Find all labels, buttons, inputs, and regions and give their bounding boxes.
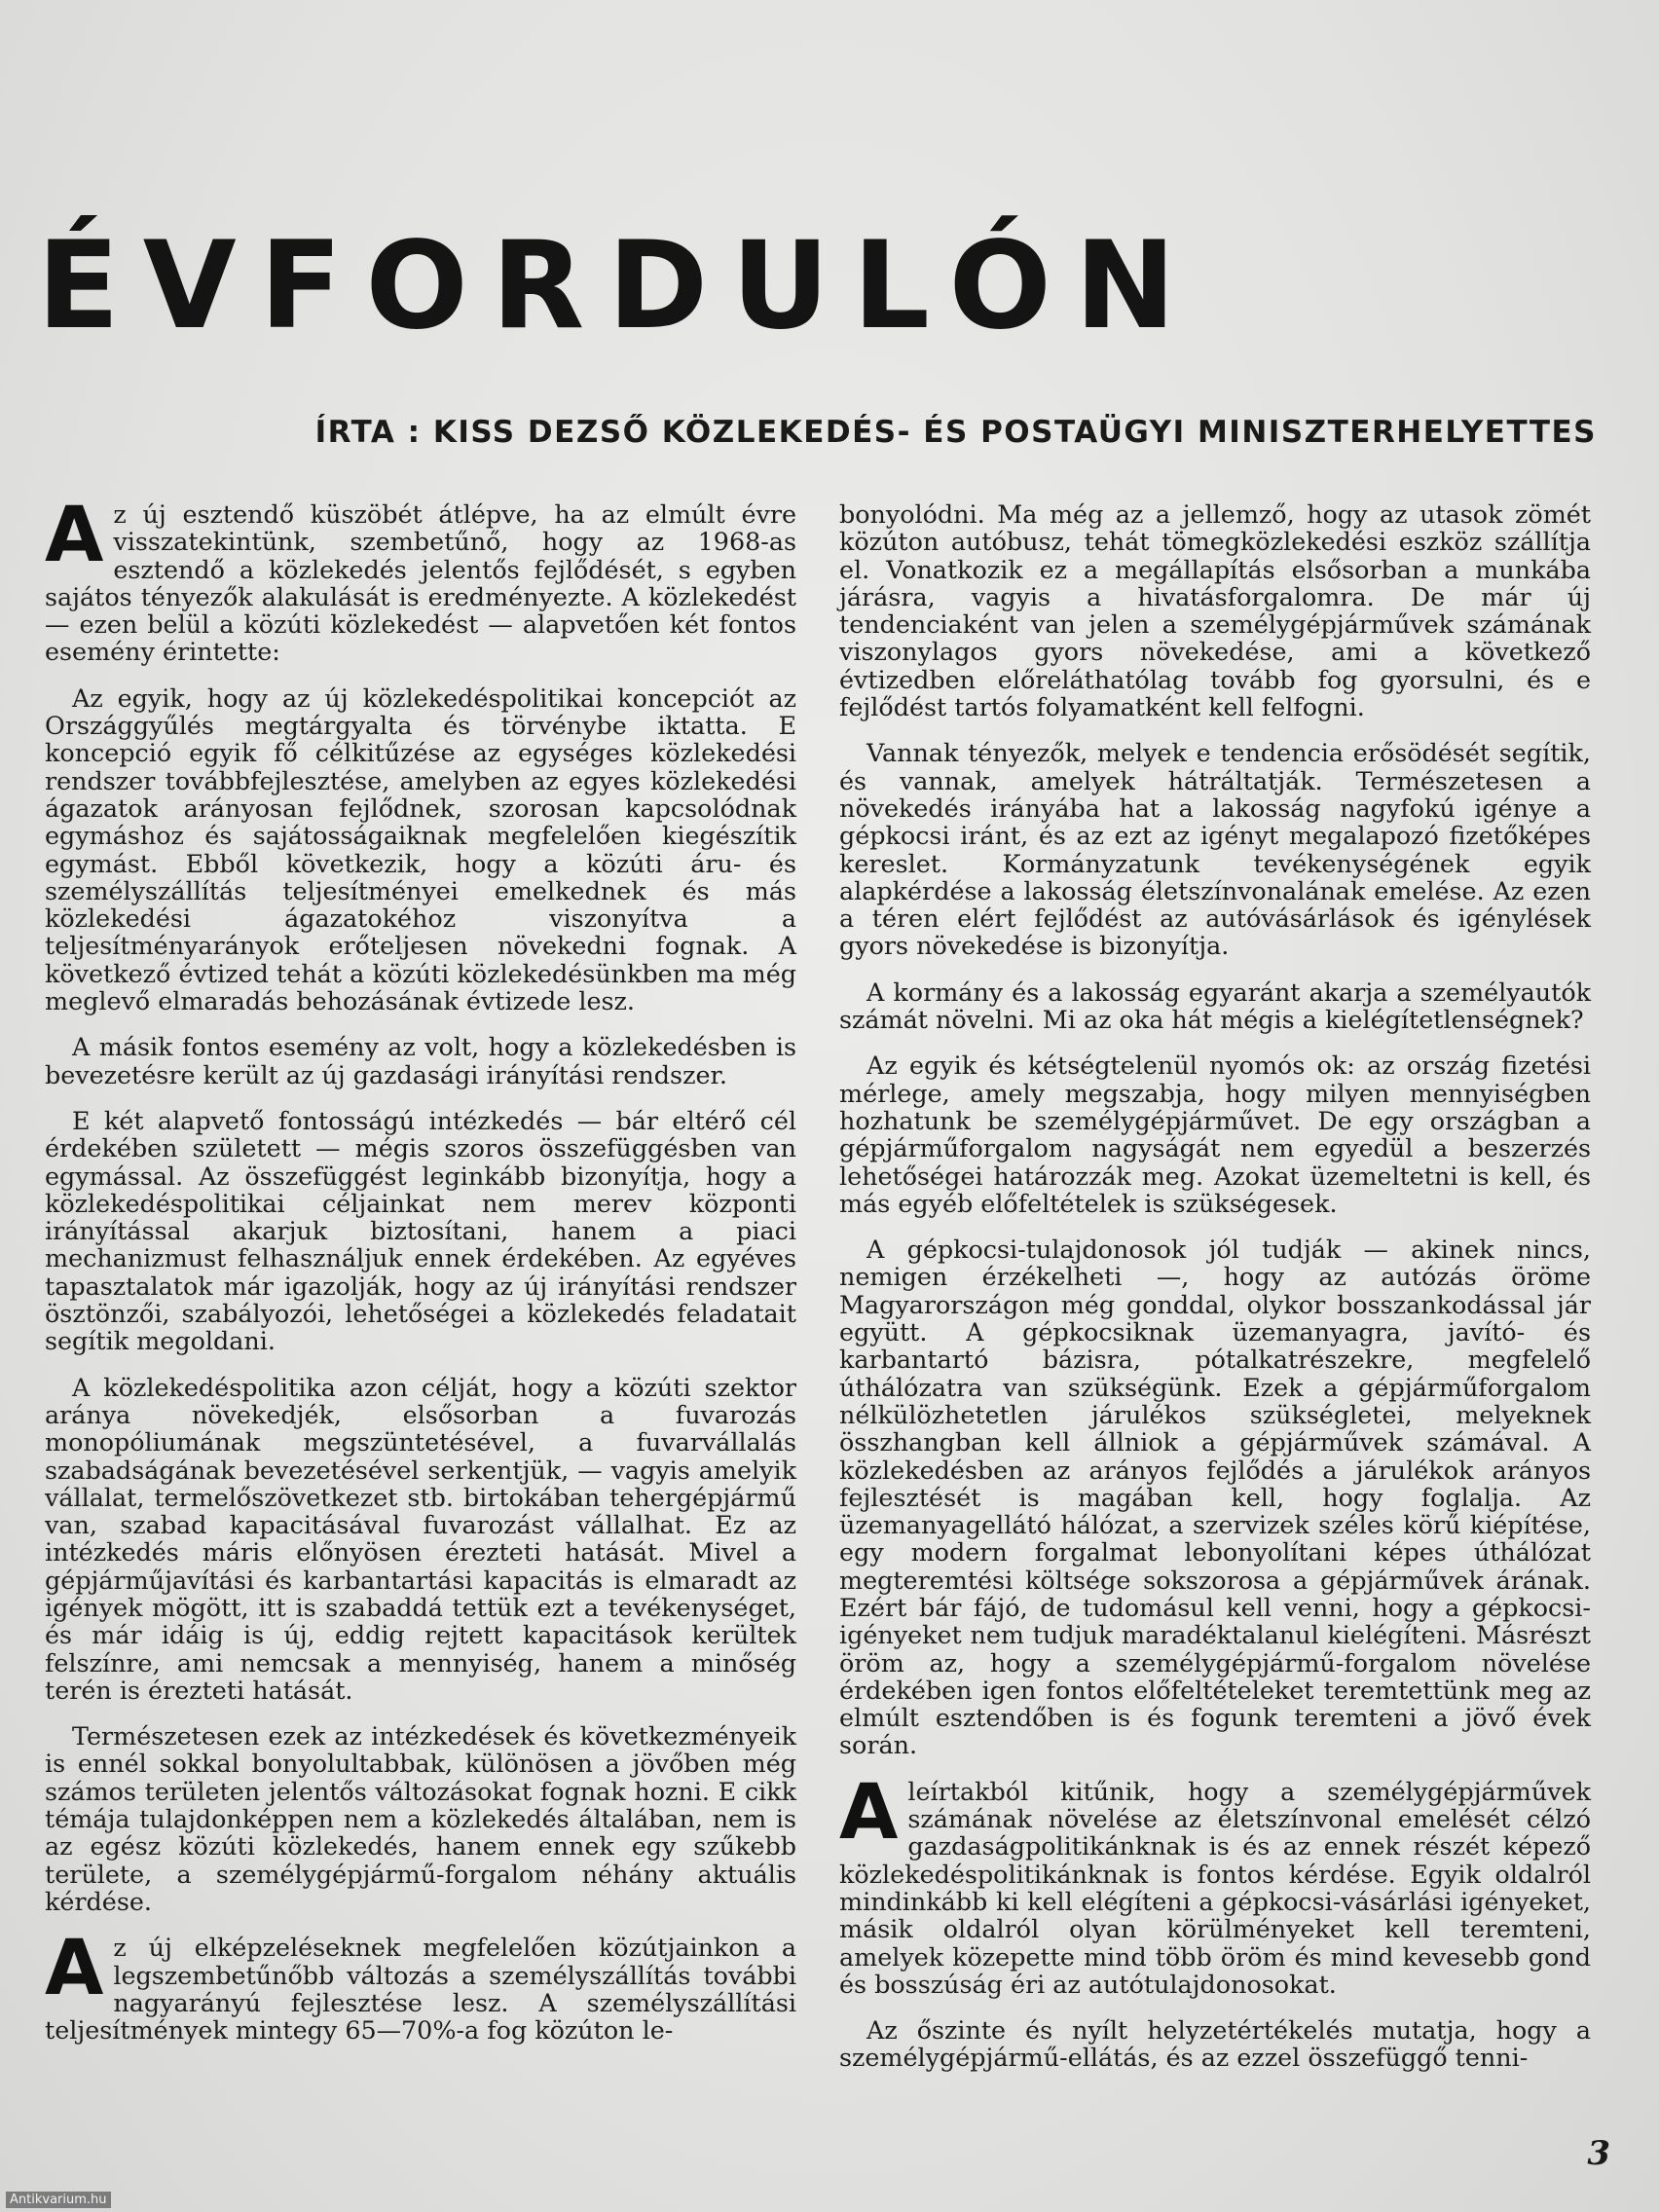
paragraph: bonyolódni. Ma még az a jellemző, hogy az utasok zömét közúton autóbusz, tehát tömegközlekedési eszköz szállítja el. Vonatkozik ez a megállapítás elsősorban a munkába járásra, vagyis a hivatásforgalomra. De már új tendenciaként van jelen a személygépjárművek számának viszonylagos gyors növekedése, ami a következő évtizedben előreláthatólag tovább fog gyorsulni, és e fejlődést tartós folyamatként kell felfogni. (839, 499, 1591, 722)
paragraph: Az egyik, hogy az új közlekedéspolitikai koncepciót az Országgyűlés megtárgyalta és törvénybe iktatta. E koncepció egyik fő célkitűzése az egységes közlekedési rendszer továbbfejlesztése, amelyben az egyes közlekedési ágazatok arányosan fejlődnek, szorosan kapcsolódnak egymáshoz és sajátosságaiknak megfelelően kiegészítik egymást. Ebből következik, hogy a közúti áru- és személyszállítás teljesítményei emelkednek és más közlekedési ágazatokéhoz viszonyítva a teljesítményarányok erőteljesen növekedni fognak. A következő évtized tehát a közúti közlekedésünkben ma még meglevő elmaradás behozásának évtizede lesz. (45, 682, 796, 1016)
paragraph-text: leírtakból kitűnik, hogy a személygépjárművek számának növelése az életszínvonal emelését célzó gazdaságpolitikánknak is és az ennek részét képező közlekedéspolitikánknak is fontos kérdése. Egyik oldalról mindinkább ki kell elégíteni a gépkocsi-vásárlási igényeket, másik oldalról olyan körülményeket kell teremteni, amelyek közepette mind több öröm és mind kevesebb gond és bosszúság éri az autótulajdonosokat. (839, 1776, 1591, 1999)
left-column (45, 492, 796, 2062)
paragraph (839, 1768, 1591, 1999)
paragraph: Az egyik és kétségtelenül nyomós ok: az ország fizetési mérlege, amely megszabja, hogy milyen mennyiségben hozhatunk be személygépjárművet. De egy országban a gépjárműforgalom nagyságát nem egyedül a beszerzés lehetőségei határozzák meg. Azokat üzemeltetni is kell, és más egyéb előfeltételek is szükségesek. (839, 1051, 1591, 1218)
right-column (839, 500, 1591, 2090)
drop-cap: A (45, 492, 104, 579)
paragraph: A közlekedéspolitika azon célját, hogy a közúti szektor aránya növekedjék, elsősorban a fuvarozás monopóliumának megszüntetésével, a fuvarvállalás szabadságának bevezetésével serkentjük, — vagyis amelyik vállalat, termelőszövetkezet stb. birtokában tehergépjármű van, szabad kapacitásával fuvarozást vállalhat. Ez az intézkedés máris előnyösen érezteti hatását. Mivel a gépjárműjavítási és karbantartási kapacitás is elmaradt az igények mögött, itt is szabaddá tettük ezt a tevékenységet, és már idáig is új, eddig rejtett kapacitások kerültek felszínre, ami nemcsak a mennyiség, hanem a minőség terén is érezteti hatását. (45, 1372, 796, 1705)
article-title: ÉVFORDULÓN (37, 216, 1199, 356)
paragraph: E két alapvető fontosságú intézkedés — bár eltérő cél érdekében született — mégis szoros összefüggésben van egymással. Az összefüggést leginkább bizonyítja, hogy a közlekedéspolitikai céljainkat nem merev központi irányítással akarjuk biztosítani, hanem a piaci mechanizmust felhasználjuk ennek érdekében. Az egyéves tapasztalatok már igazolják, hogy az új irányítási rendszer ösztönzői, szabályozói, lehetőségei a közlekedés feladatait segítik megoldani. (45, 1105, 796, 1356)
paragraph: Természetesen ezek az intézkedések és következményeik is ennél sokkal bonyolultabbak, különösen a jövőben még számos területen jelentős változásokat fognak hozni. E cikk témája tulajdonképpen nem a közlekedés általában, nem is az egész közúti közlekedés, hanem ennek egy szűkebb területe, a személygépjármű-forgalom néhány aktuális kérdése. (45, 1721, 796, 1916)
paragraph: Vannak tényezők, melyek e tendencia erősödését segítik, és vannak, amelyek hátráltatják. Természetesen a növekedés irányába hat a lakosság nagyfokú igénye a gépkocsi iránt, és az ezt az igényt megalapozó fizetőképes kereslet. Kormányzatunk tevékenységének egyik alapkérdése a lakosság életszínvonalának emelése. Az ezen a téren elért fejlődést az autóvásárlások és igénylések gyors növekedése is bizonyítja. (839, 738, 1591, 961)
paragraph: A gépkocsi-tulajdonosok jól tudják — akinek nincs, nemigen érzékelheti —, hogy az autózás öröme Magyarországon még gonddal, olykor bosszankodással jár együtt. A gépkocsiknak üzemanyagra, javító- és karbantartó bázisra, pótalkatrészekre, megfelelő úthálózatra van szükségünk. Ezek a gépjárműforgalom nélkülözhetetlen járulékos szükségletei, melyeknek összhangban kell állniok a gépjárművek számával. A közlekedésben az arányos fejlődés a járulékok arányos fejlesztését is magában kell, hogy foglalja. Az üzemanyagellátó hálózat, a szervizek széles körű kiépítése, egy modern forgalmat lebonyolítani képes úthálózat megteremtési költsége sokszorosa a gépjárművek árának. Ezért bár fájó, de tudomásul kell venni, hogy a gépkocsi-igényeket nem tudjuk maradéktalanul kielégíteni. Másrészt öröm az, hogy a személygépjármű-forgalom növelése érdekében igen fontos előfeltételeket teremtettünk meg az elmúlt esztendőben is és fogunk teremteni a jövő évek során. (839, 1235, 1591, 1760)
paragraph (45, 492, 796, 667)
drop-cap: A (839, 1768, 899, 1857)
watermark: Antikvarium.hu (6, 2192, 111, 2208)
drop-cap: A (45, 1925, 104, 2013)
paragraph: Az őszinte és nyílt helyzetértékelés mutatja, hogy a személygépjármű-ellátás, és az ezzel összefüggő tenni- (839, 2015, 1591, 2073)
paragraph: A másik fontos esemény az volt, hogy a közlekedésben is bevezetésre került az új gazdasági irányítási rendszer. (45, 1032, 796, 1089)
paragraph: A kormány és a lakosság egyaránt akarja a személyautók számát növelni. Mi az oka hát mégis a kielégítetlenségnek? (839, 977, 1591, 1035)
paragraph (45, 1925, 796, 2046)
paragraph-text: z új elképzeléseknek megfelelően közútjainkon a legszembetűnőbb változás a személyszállítás további nagyarányú fejlesztése lesz. A személyszállítási teljesítmények mintegy 65—70%-a fog közúton le- (45, 1933, 796, 2046)
page-number: 3 (1587, 2134, 1610, 2173)
paragraph-text: z új esztendő küszöbét átlépve, ha az elmúlt évre visszatekintünk, szembetűnő, hogy az 1968-as esztendő a közlekedés jelentős fejlődését, s egyben sajátos tényezők alakulását is eredményezte. A közlekedést — ezen belül a közúti közlekedést — alapvetően két fontos esemény érintette: (45, 499, 796, 667)
article-byline: ÍRTA : KISS DEZSŐ KÖZLEKEDÉS- ÉS POSTAÜGYI MINISZTERHELYETTES (314, 415, 1597, 450)
